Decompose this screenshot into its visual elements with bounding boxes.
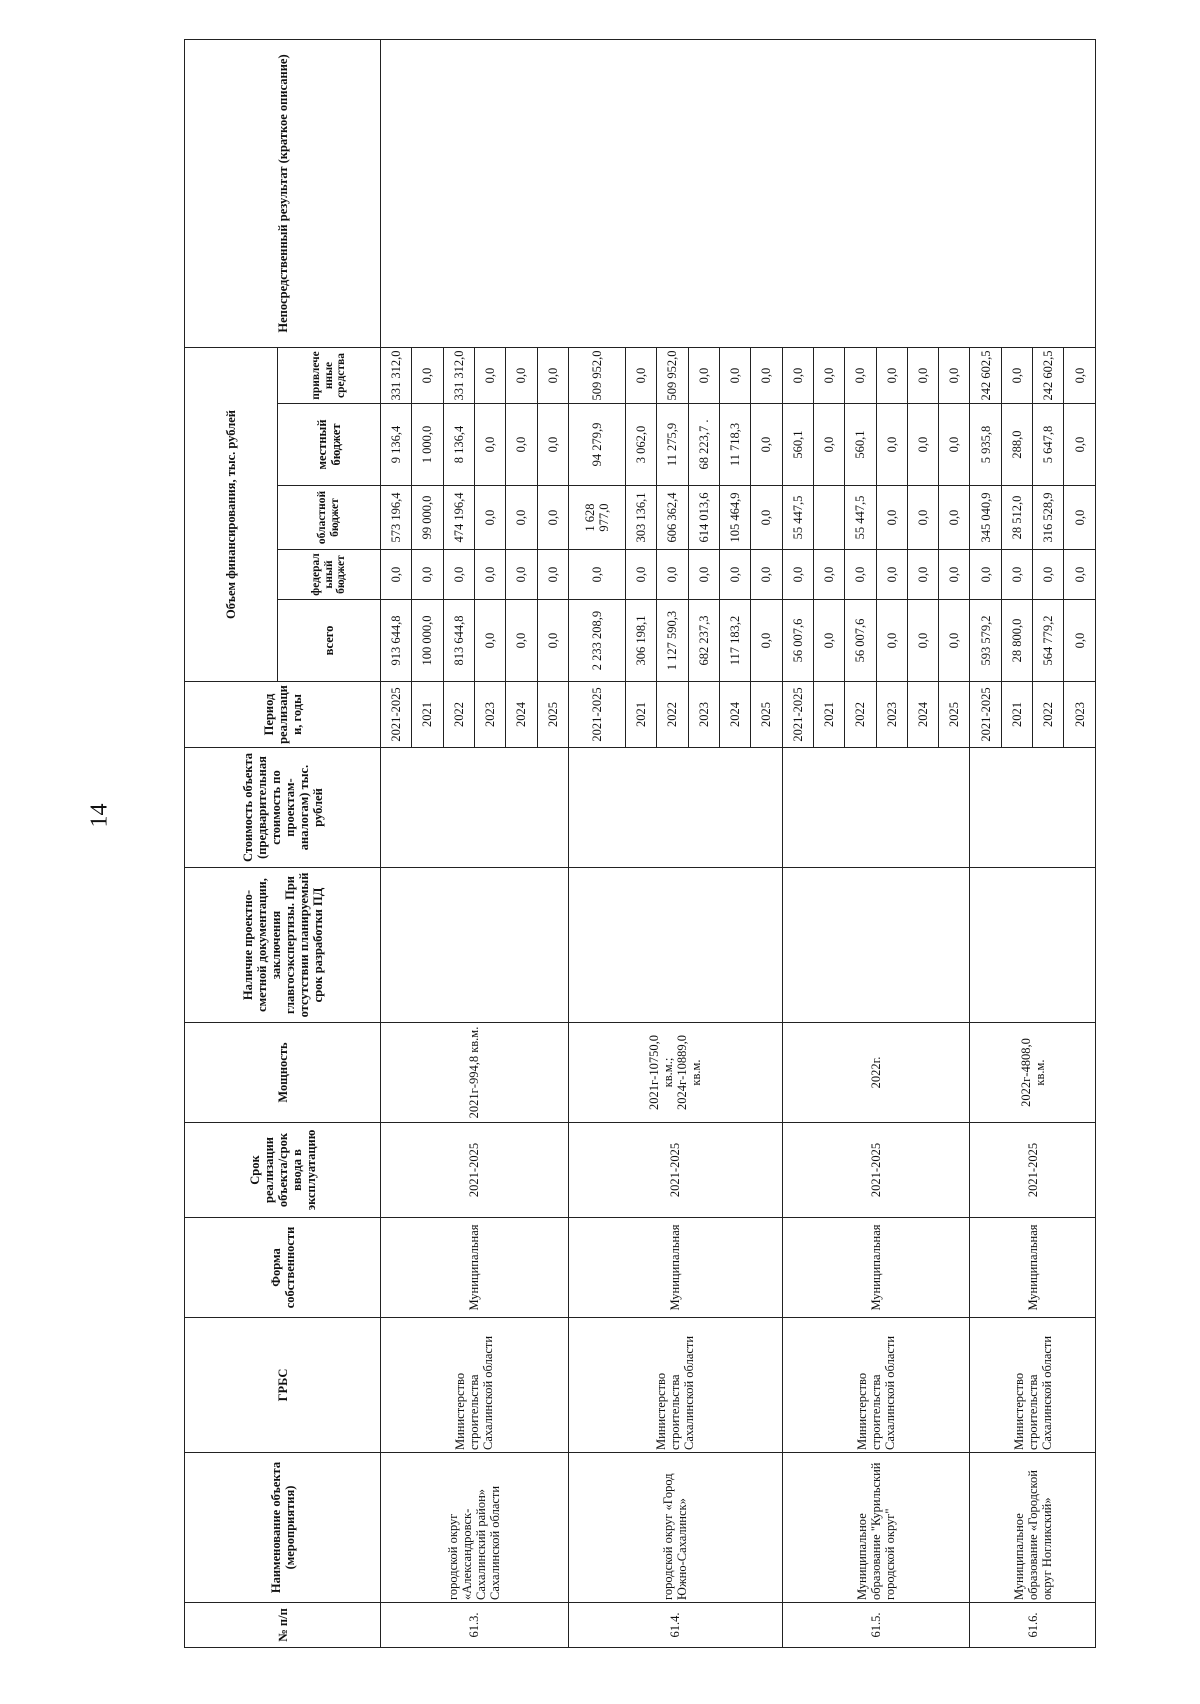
cell-local: 288,0 xyxy=(1001,404,1032,486)
cell-total: 56 007,6 xyxy=(782,600,813,682)
cell-local: 68 223,7 . xyxy=(688,404,719,486)
header-funding: Объем финансирования, тыс. рублей xyxy=(185,348,278,682)
cell-regional: 55 447,5 xyxy=(845,486,876,550)
cell-period: 2021 xyxy=(1001,682,1032,748)
cell-total: 682 237,3 xyxy=(688,600,719,682)
cell-regional: 105 464,9 xyxy=(719,486,750,550)
cell-num: 61.3. xyxy=(381,1603,569,1648)
cell-local: 94 279,9 xyxy=(568,404,625,486)
cell-local: 3 062,0 xyxy=(626,404,657,486)
cell-federal: 0,0 xyxy=(688,550,719,600)
cell-period: 2023 xyxy=(876,682,907,748)
cell-capacity: 2021г-10750,0 кв.м.; 2024г-10889,0 кв.м. xyxy=(568,1023,782,1123)
cell-total: 2 233 208,9 xyxy=(568,600,625,682)
cell-local: 0,0 xyxy=(907,404,938,486)
cell-capacity: 2022г. xyxy=(782,1023,970,1123)
header-num: № п/п xyxy=(185,1603,381,1648)
header-term: Срок реализации объекта/срок ввода в эксплуатацию xyxy=(185,1123,381,1218)
cell-attracted: 242 602,5 xyxy=(1033,348,1064,404)
cell-local: 8 136,4 xyxy=(443,404,474,486)
cell-attracted: 0,0 xyxy=(719,348,750,404)
cell-local: 0,0 xyxy=(813,404,844,486)
cell-total: 0,0 xyxy=(876,600,907,682)
cell-federal: 0,0 xyxy=(537,550,568,600)
cell-federal: 0,0 xyxy=(782,550,813,600)
cell-period: 2022 xyxy=(443,682,474,748)
cell-regional: 0,0 xyxy=(876,486,907,550)
cell-total: 0,0 xyxy=(751,600,782,682)
cell-total: 564 779,2 xyxy=(1033,600,1064,682)
cell-attracted: 0,0 xyxy=(845,348,876,404)
cell-design-docs xyxy=(381,868,569,1023)
cell-total: 28 800,0 xyxy=(1001,600,1032,682)
cell-num: 61.4. xyxy=(568,1603,782,1648)
cell-federal: 0,0 xyxy=(412,550,443,600)
cell-attracted: 0,0 xyxy=(1001,348,1032,404)
cell-total: 0,0 xyxy=(474,600,505,682)
cell-grbs: Министерство строительства Сахалинской области xyxy=(568,1318,782,1453)
cell-regional: 303 136,1 xyxy=(626,486,657,550)
cell-period: 2021-2025 xyxy=(381,682,412,748)
header-ownership: Форма собственности xyxy=(185,1218,381,1318)
cell-federal: 0,0 xyxy=(751,550,782,600)
cell-federal: 0,0 xyxy=(474,550,505,600)
cell-regional: 316 528,9 xyxy=(1033,486,1064,550)
cell-grbs: Министерство строительства Сахалинской области xyxy=(782,1318,970,1453)
cell-attracted: 0,0 xyxy=(537,348,568,404)
cell-total: 0,0 xyxy=(939,600,970,682)
cell-regional: 474 196,4 xyxy=(443,486,474,550)
header-result: Непосредственный результат (краткое описание) xyxy=(185,40,381,348)
cell-local: 0,0 xyxy=(537,404,568,486)
cell-local: 11 275,9 xyxy=(657,404,688,486)
cell-federal: 0,0 xyxy=(568,550,625,600)
cell-regional: 606 362,4 xyxy=(657,486,688,550)
cell-regional: 1 628 977,0 xyxy=(568,486,625,550)
header-capacity: Мощность xyxy=(185,1023,381,1123)
cell-cost xyxy=(568,748,782,868)
cell-total: 0,0 xyxy=(813,600,844,682)
cell-local: 0,0 xyxy=(939,404,970,486)
cell-cost xyxy=(381,748,569,868)
cell-period: 2025 xyxy=(537,682,568,748)
cell-total: 1 127 590,3 xyxy=(657,600,688,682)
cell-local: 560,1 xyxy=(782,404,813,486)
cell-regional: 0,0 xyxy=(506,486,537,550)
cell-federal: 0,0 xyxy=(381,550,412,600)
cell-period: 2024 xyxy=(719,682,750,748)
cell-federal: 0,0 xyxy=(443,550,474,600)
cell-attracted: 331 312,0 xyxy=(381,348,412,404)
cell-regional: 614 013,6 xyxy=(688,486,719,550)
header-design-docs: Наличие проектно-сметной документации, заключения главгосэкспертизы. При отсутствии планируемый срок разработки ПД xyxy=(185,868,381,1023)
cell-regional xyxy=(813,486,844,550)
cell-local: 560,1 xyxy=(845,404,876,486)
cell-total: 117 183,2 xyxy=(719,600,750,682)
cell-attracted: 331 312,0 xyxy=(443,348,474,404)
cell-period: 2023 xyxy=(474,682,505,748)
cell-attracted: 0,0 xyxy=(412,348,443,404)
cell-total: 593 579,2 xyxy=(970,600,1001,682)
header-name: Наименование объекта (мероприятия) xyxy=(185,1453,381,1603)
cell-attracted: 0,0 xyxy=(506,348,537,404)
cell-regional: 0,0 xyxy=(1064,486,1096,550)
header-attracted: привлеченные средства xyxy=(278,348,381,404)
cell-term: 2021-2025 xyxy=(381,1123,569,1218)
cell-federal: 0,0 xyxy=(970,550,1001,600)
cell-local: 5 935,8 xyxy=(970,404,1001,486)
cell-local: 11 718,3 xyxy=(719,404,750,486)
cell-total: 0,0 xyxy=(907,600,938,682)
cell-term: 2021-2025 xyxy=(568,1123,782,1218)
table-body xyxy=(381,40,1096,1648)
cell-total: 56 007,6 xyxy=(845,600,876,682)
cell-cost xyxy=(782,748,970,868)
cell-federal: 0,0 xyxy=(626,550,657,600)
cell-grbs: Министерство строительства Сахалинской области xyxy=(970,1318,1096,1453)
cell-design-docs xyxy=(970,868,1096,1023)
cell-local: 1 000,0 xyxy=(412,404,443,486)
cell-total: 306 198,1 xyxy=(626,600,657,682)
cell-term: 2021-2025 xyxy=(970,1123,1096,1218)
cell-local: 0,0 xyxy=(1064,404,1096,486)
cell-federal: 0,0 xyxy=(1033,550,1064,600)
cell-period: 2022 xyxy=(1033,682,1064,748)
cell-capacity: 2022г-4808,0 кв.м. xyxy=(970,1023,1096,1123)
cell-federal: 0,0 xyxy=(719,550,750,600)
cell-period: 2024 xyxy=(506,682,537,748)
cell-period: 2021 xyxy=(412,682,443,748)
header-local: местный бюджет xyxy=(278,404,381,486)
funding-table xyxy=(184,39,1096,1648)
page-number: 14 xyxy=(86,803,113,828)
cell-federal: 0,0 xyxy=(907,550,938,600)
cell-cost xyxy=(970,748,1096,868)
cell-name: городской округ «Город Южно-Сахалинск» xyxy=(568,1453,782,1603)
table-row xyxy=(381,40,412,1648)
cell-attracted: 509 952,0 xyxy=(568,348,625,404)
cell-federal: 0,0 xyxy=(506,550,537,600)
cell-attracted: 509 952,0 xyxy=(657,348,688,404)
cell-num: 61.5. xyxy=(782,1603,970,1648)
cell-federal: 0,0 xyxy=(1001,550,1032,600)
cell-regional: 0,0 xyxy=(537,486,568,550)
cell-period: 2022 xyxy=(657,682,688,748)
header-period: Период реализации, годы xyxy=(185,682,381,748)
cell-federal: 0,0 xyxy=(939,550,970,600)
cell-federal: 0,0 xyxy=(1064,550,1096,600)
cell-local: 9 136,4 xyxy=(381,404,412,486)
cell-capacity: 2021г-994,8 кв.м. xyxy=(381,1023,569,1123)
cell-period: 2024 xyxy=(907,682,938,748)
cell-period: 2022 xyxy=(845,682,876,748)
cell-num: 61.6. xyxy=(970,1603,1096,1648)
cell-local: 5 647,8 xyxy=(1033,404,1064,486)
cell-term: 2021-2025 xyxy=(782,1123,970,1218)
cell-attracted: 0,0 xyxy=(907,348,938,404)
cell-local: 0,0 xyxy=(474,404,505,486)
cell-total: 0,0 xyxy=(506,600,537,682)
cell-attracted: 0,0 xyxy=(626,348,657,404)
cell-regional: 28 512,0 xyxy=(1001,486,1032,550)
cell-period: 2021 xyxy=(813,682,844,748)
cell-federal: 0,0 xyxy=(845,550,876,600)
cell-period: 2023 xyxy=(688,682,719,748)
cell-attracted: 0,0 xyxy=(939,348,970,404)
cell-ownership: Муниципальная xyxy=(970,1218,1096,1318)
cell-regional: 0,0 xyxy=(907,486,938,550)
cell-period: 2025 xyxy=(751,682,782,748)
cell-total: 813 644,8 xyxy=(443,600,474,682)
cell-design-docs xyxy=(782,868,970,1023)
cell-attracted: 0,0 xyxy=(782,348,813,404)
cell-ownership: Муниципальная xyxy=(568,1218,782,1318)
header-cost: Стоимость объекта (предварительная стоимость по проектам-аналогам) тыс. рублей xyxy=(185,748,381,868)
cell-regional: 0,0 xyxy=(474,486,505,550)
cell-ownership: Муниципальная xyxy=(381,1218,569,1318)
cell-attracted: 0,0 xyxy=(1064,348,1096,404)
cell-grbs: Министерство строительства Сахалинской области xyxy=(381,1318,569,1453)
cell-attracted: 242 602,5 xyxy=(970,348,1001,404)
cell-name: Муниципальное образование "Курильский городской округ" xyxy=(782,1453,970,1603)
cell-regional: 0,0 xyxy=(751,486,782,550)
header-total: всего xyxy=(278,600,381,682)
cell-total: 0,0 xyxy=(537,600,568,682)
cell-period: 2021-2025 xyxy=(782,682,813,748)
cell-period: 2023 xyxy=(1064,682,1096,748)
cell-attracted: 0,0 xyxy=(813,348,844,404)
cell-period: 2025 xyxy=(939,682,970,748)
cell-attracted: 0,0 xyxy=(751,348,782,404)
cell-name: Муниципальное образование «Городской округ Ногликский» xyxy=(970,1453,1096,1603)
cell-federal: 0,0 xyxy=(657,550,688,600)
cell-local: 0,0 xyxy=(506,404,537,486)
cell-local: 0,0 xyxy=(876,404,907,486)
header-regional: областной бюджет xyxy=(278,486,381,550)
cell-ownership: Муниципальная xyxy=(782,1218,970,1318)
cell-attracted: 0,0 xyxy=(474,348,505,404)
cell-total: 0,0 xyxy=(1064,600,1096,682)
cell-result xyxy=(381,40,1096,348)
cell-regional: 0,0 xyxy=(939,486,970,550)
cell-total: 100 000,0 xyxy=(412,600,443,682)
cell-regional: 345 040,9 xyxy=(970,486,1001,550)
cell-regional: 573 196,4 xyxy=(381,486,412,550)
cell-total: 913 644,8 xyxy=(381,600,412,682)
cell-period: 2021 xyxy=(626,682,657,748)
cell-local: 0,0 xyxy=(751,404,782,486)
cell-period: 2021-2025 xyxy=(568,682,625,748)
cell-federal: 0,0 xyxy=(813,550,844,600)
cell-period: 2021-2025 xyxy=(970,682,1001,748)
cell-regional: 55 447,5 xyxy=(782,486,813,550)
cell-federal: 0,0 xyxy=(876,550,907,600)
cell-regional: 99 000,0 xyxy=(412,486,443,550)
header-grbs: ГРБС xyxy=(185,1318,381,1453)
cell-design-docs xyxy=(568,868,782,1023)
rotated-table-container xyxy=(184,40,1096,1648)
cell-attracted: 0,0 xyxy=(688,348,719,404)
header-federal: федеральный бюджет xyxy=(278,550,381,600)
cell-name: городской округ «Александровск-Сахалинский район» Сахалинской области xyxy=(381,1453,569,1603)
cell-attracted: 0,0 xyxy=(876,348,907,404)
